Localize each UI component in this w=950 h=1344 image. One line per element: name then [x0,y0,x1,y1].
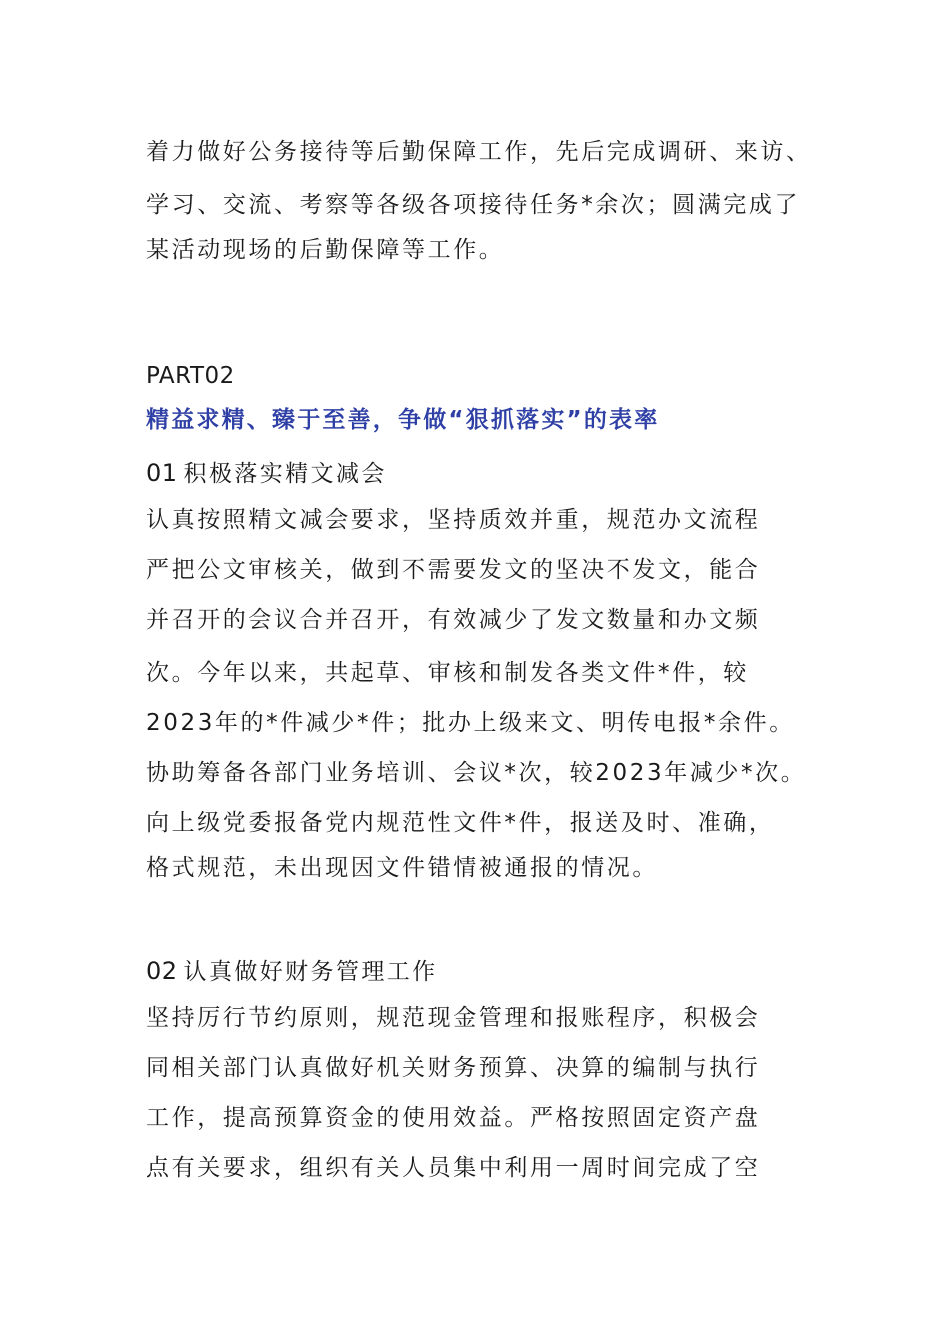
section-1-line-4: 次。今年以来，共起草、审核和制发各类文件*件，较 [146,660,749,686]
section-title: 积极落实精文减会 [183,461,387,487]
section-1-line-3: 并召开的会议合并召开，有效减少了发文数量和办文频 [146,607,761,633]
section-2-line-4: 点有关要求，组织有关人员集中利用一周时间完成了空 [146,1155,761,1181]
section-number: 02 [146,957,178,985]
section-number: 01 [146,459,178,487]
section-title: 认真做好财务管理工作 [183,959,438,985]
section-heading [146,955,438,988]
part-label: PART02 [146,363,235,389]
section-2-line-1: 坚持厉行节约原则，规范现金管理和报账程序，积极会 [146,1005,761,1031]
section-1-line-5: 2023年的*件减少*件；批办上级来文、明传电报*余件。 [146,710,795,736]
section-1-line-2: 严把公文审核关，做到不需要发文的坚决不发文，能合 [146,557,761,583]
section-1-line-8: 格式规范，未出现因文件错情被通报的情况。 [146,855,658,881]
intro-line-3: 某活动现场的后勤保障等工作。 [146,237,505,263]
section-1-line-1: 认真按照精文减会要求，坚持质效并重，规范办文流程 [146,507,761,533]
section-2-line-3: 工作，提高预算资金的使用效益。严格按照固定资产盘 [146,1105,761,1131]
section-2-line-2: 同相关部门认真做好机关财务预算、决算的编制与执行 [146,1055,761,1081]
intro-line-2: 学习、交流、考察等各级各项接待任务*余次；圆满完成了 [146,192,801,218]
section-heading [146,457,387,490]
section-1-line-6: 协助筹备各部门业务培训、会议*次，较2023年减少*次。 [146,760,807,786]
intro-line-1: 着力做好公务接待等后勤保障工作，先后完成调研、来访、 [146,139,812,165]
section-1-line-7: 向上级党委报备党内规范性文件*件，报送及时、准确， [146,810,775,836]
part-title: 精益求精、臻于至善，争做“狠抓落实”的表率 [146,407,660,433]
